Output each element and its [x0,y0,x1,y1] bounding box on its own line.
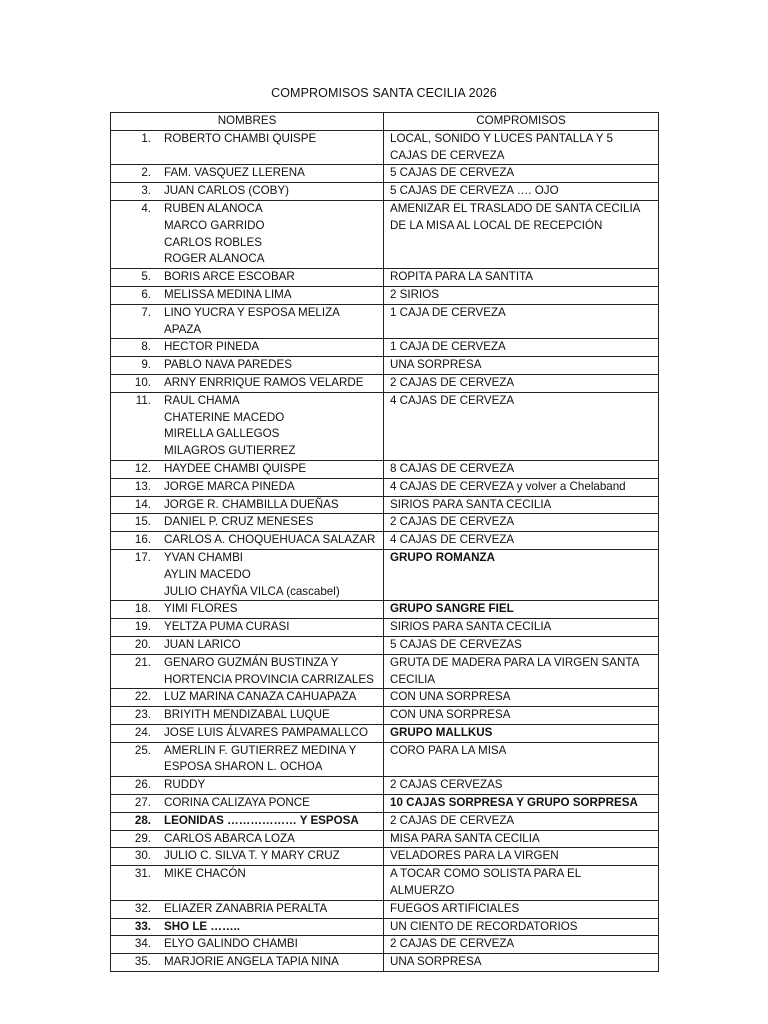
commitment-cell [384,812,659,830]
person-name: MARCO GARRIDO [164,218,265,232]
table-row [111,689,659,707]
table-row [111,707,659,725]
names-cell [111,619,384,637]
table-body [111,130,659,971]
row-number: 34. [134,937,151,951]
names-cell [111,866,384,901]
person-name: JOSE LUIS ÁLVARES PAMPAMALLCO [164,725,369,739]
person-name: ELIAZER ZANABRIA PERALTA [164,901,328,915]
row-number: 28. [134,813,151,827]
table-row [111,374,659,392]
commitment-text: 2 CAJAS DE CERVEZA [390,375,515,389]
names-cell [111,654,384,689]
table-row [111,183,659,201]
person-name: JORGE R. CHAMBILLA DUEÑAS [164,497,339,511]
commitment-cell [384,460,659,478]
names-cell [111,724,384,742]
commitment-text: 1 CAJA DE CERVEZA [390,340,506,354]
names-cell [111,165,384,183]
table-row [111,619,659,637]
names-cell [111,357,384,375]
names-cell [111,848,384,866]
names-cell [111,532,384,550]
person-name: ARNY ENRRIQUE RAMOS VELARDE [164,375,364,389]
row-number: 8. [141,340,151,354]
person-name: CARLOS A. CHOQUEHUACA SALAZAR [164,533,376,547]
commitment-text: 2 SIRIOS [390,287,439,301]
table-row [111,795,659,813]
table-row [111,777,659,795]
row-number: 24. [134,725,151,739]
table-row [111,200,659,268]
commitment-cell [384,200,659,268]
person-name: CHATERINE MACEDO [164,410,285,424]
row-number: 13. [134,479,151,493]
commitment-text: 2 CAJAS CERVEZAS [390,778,503,792]
row-number: 29. [134,831,151,845]
table-row [111,601,659,619]
commitment-cell [384,742,659,777]
commitment-cell [384,374,659,392]
table-row [111,848,659,866]
names-cell [111,795,384,813]
person-name: ROBERTO CHAMBI QUISPE [164,131,317,145]
person-name: YIMI FLORES [164,602,238,616]
person-name: CARLOS ABARCA LOZA [164,831,295,845]
row-number: 12. [134,461,151,475]
person-name: ELYO GALINDO CHAMBI [164,937,298,951]
row-number: 7. [141,305,151,319]
table-row [111,936,659,954]
person-name: APAZA [164,322,202,336]
table-row [111,654,659,689]
commitment-cell [384,707,659,725]
person-name: LUZ MARINA CANAZA CAHUAPAZA [164,690,357,704]
table-row [111,357,659,375]
person-name: HAYDEE CHAMBI QUISPE [164,461,307,475]
commitment-cell [384,549,659,600]
commitment-cell [384,830,659,848]
row-number: 21. [134,655,151,669]
table-row [111,130,659,165]
commitment-cell [384,496,659,514]
row-number: 30. [134,849,151,863]
person-name: GENARO GUZMÁN BUSTINZA Y [164,655,339,669]
commitment-text: UNA SORPRESA [390,358,482,372]
table-row [111,954,659,972]
table-row [111,812,659,830]
table-row [111,496,659,514]
commitment-text: 4 CAJAS DE CERVEZA [390,533,515,547]
person-name: RAUL CHAMA [164,393,240,407]
table-header-row [111,113,659,131]
person-name: CORINA CALIZAYA PONCE [164,796,310,810]
commitment-text: 2 CAJAS DE CERVEZA [390,937,515,951]
commitment-text: UN CIENTO DE RECORDATORIOS [390,919,578,933]
names-cell [111,514,384,532]
commitment-text: 10 CAJAS SORPRESA Y GRUPO SORPRESA [390,796,638,810]
names-cell [111,478,384,496]
table-row [111,549,659,600]
names-cell [111,496,384,514]
person-name: ROGER ALANOCA [164,252,265,266]
names-cell [111,812,384,830]
table-row [111,269,659,287]
person-name: DANIEL P. CRUZ MENESES [164,515,314,529]
commitment-cell [384,286,659,304]
person-name: AYLIN MACEDO [164,567,251,581]
commitment-text: SIRIOS PARA SANTA CECILIA [390,497,552,511]
names-cell [111,742,384,777]
row-number: 19. [134,620,151,634]
row-number: 20. [134,637,151,651]
names-cell [111,777,384,795]
commitment-text: 4 CAJAS DE CERVEZA [390,393,515,407]
commitment-cell [384,724,659,742]
names-cell [111,304,384,339]
commitment-text: 5 CAJAS DE CERVEZA [390,166,515,180]
names-cell [111,918,384,936]
row-number: 2. [141,166,151,180]
commitment-cell [384,900,659,918]
commitment-cell [384,795,659,813]
commitment-text: 4 CAJAS DE CERVEZA y volver a Chelaband [390,479,626,493]
person-name: RUBEN ALANOCA [164,201,263,215]
table-row [111,286,659,304]
commitment-cell [384,636,659,654]
person-name: HORTENCIA PROVINCIA CARRIZALES [164,672,374,686]
table-row [111,918,659,936]
commitment-cell [384,954,659,972]
names-cell [111,830,384,848]
person-name: JUAN LARICO [164,637,241,651]
names-cell [111,269,384,287]
person-name: SHO LE …….. [164,919,241,933]
table-row [111,742,659,777]
commitment-text: AMENIZAR EL TRASLADO DE SANTA CECILIA [390,201,641,215]
commitment-text: UNA SORPRESA [390,955,482,969]
row-number: 15. [134,515,151,529]
commitment-text: CON UNA SORPRESA [390,690,511,704]
row-number: 16. [134,533,151,547]
row-number: 32. [134,901,151,915]
commitment-cell [384,357,659,375]
table-row [111,304,659,339]
names-cell [111,183,384,201]
names-cell [111,601,384,619]
row-number: 11. [135,393,151,407]
person-name: MELISSA MEDINA LIMA [164,287,292,301]
names-cell [111,339,384,357]
commitment-cell [384,165,659,183]
person-name: MIRELLA GALLEGOS [164,427,280,441]
commitment-text: GRUPO ROMANZA [390,550,495,564]
row-number: 26. [134,778,151,792]
commitment-text: A TOCAR COMO SOLISTA PARA EL [390,867,582,881]
person-name: JORGE MARCA PINEDA [164,479,295,493]
row-number: 22. [134,690,151,704]
person-name: MIKE CHACÓN [164,867,246,881]
row-number: 31. [134,867,151,881]
commitment-cell [384,130,659,165]
commitment-text: 5 CAJAS DE CERVEZAS [390,637,522,651]
person-name: JUAN CARLOS (COBY) [164,184,289,198]
person-name: JULIO CHAYÑA VILCA (cascabel) [164,584,340,598]
commitment-text: LOCAL, SONIDO Y LUCES PANTALLA Y 5 [390,131,613,145]
row-number: 27. [134,796,151,810]
names-cell [111,392,384,460]
commitment-text: CECILIA [390,672,436,686]
commitments-table [110,112,659,972]
commitment-text: 1 CAJA DE CERVEZA [390,305,506,319]
commitment-text: CON UNA SORPRESA [390,708,511,722]
row-number: 5. [141,270,151,284]
person-name: PABLO NAVA PAREDES [164,358,293,372]
person-name: BRIYITH MENDIZABAL LUQUE [164,708,330,722]
table-row [111,478,659,496]
commitment-cell [384,918,659,936]
commitment-text: CORO PARA LA MISA [390,743,507,757]
commitment-cell [384,183,659,201]
commitment-cell [384,514,659,532]
commitment-text: ROPITA PARA LA SANTITA [390,270,534,284]
commitment-cell [384,339,659,357]
person-name: BORIS ARCE ESCOBAR [164,270,295,284]
names-cell [111,286,384,304]
names-column-header: NOMBRES [111,113,384,131]
row-number: 25. [134,743,151,757]
person-name: JULIO C. SILVA T. Y MARY CRUZ [164,849,340,863]
names-cell [111,460,384,478]
names-cell [111,936,384,954]
table-row [111,724,659,742]
commitment-text: GRUPO SANGRE FIEL [390,602,514,616]
row-number: 9. [141,358,151,372]
person-name: CARLOS ROBLES [164,235,262,249]
row-number: 6. [141,287,151,301]
person-name: MILAGROS GUTIERREZ [164,444,296,458]
commitment-text: GRUPO MALLKUS [390,725,493,739]
table-row [111,830,659,848]
commitment-cell [384,654,659,689]
row-number: 17. [134,550,151,564]
person-name: AMERLIN F. GUTIERREZ MEDINA Y [164,743,357,757]
commitment-text: DE LA MISA AL LOCAL DE RECEPCIÓN [390,218,603,232]
page-title: COMPROMISOS SANTA CECILIA 2026 [271,86,497,100]
names-cell [111,900,384,918]
person-name: MARJORIE ANGELA TAPIA NINA [164,955,339,969]
commitment-text: FUEGOS ARTIFICIALES [390,901,520,915]
row-number: 33. [134,919,151,933]
person-name: LINO YUCRA Y ESPOSA MELIZA [164,305,340,319]
table-row [111,900,659,918]
names-cell [111,130,384,165]
person-name: RUDDY [164,778,206,792]
commitment-cell [384,689,659,707]
commitments-column-header: COMPROMISOS [384,113,659,131]
table-row [111,866,659,901]
table-row [111,532,659,550]
commitment-text: 5 CAJAS DE CERVEZA …. OJO [390,184,559,198]
commitment-cell [384,777,659,795]
person-name: YELTZA PUMA CURASI [164,620,290,634]
table-row [111,636,659,654]
commitment-text: 8 CAJAS DE CERVEZA [390,461,515,475]
commitment-text: CAJAS DE CERVEZA [390,148,505,162]
commitment-text: ALMUERZO [390,884,455,898]
row-number: 23. [134,708,151,722]
table-row [111,460,659,478]
commitment-cell [384,478,659,496]
commitment-cell [384,392,659,460]
names-cell [111,374,384,392]
row-number: 14. [134,497,151,511]
row-number: 3. [141,184,151,198]
table-row [111,339,659,357]
names-cell [111,636,384,654]
row-number: 35. [134,955,151,969]
person-name: YVAN CHAMBI [164,550,244,564]
person-name: HECTOR PINEDA [164,340,260,354]
names-cell [111,549,384,600]
commitment-cell [384,532,659,550]
person-name: FAM. VASQUEZ LLERENA [164,166,305,180]
commitment-cell [384,619,659,637]
row-number: 18. [134,602,151,616]
commitment-text: MISA PARA SANTA CECILIA [390,831,540,845]
commitment-text: SIRIOS PARA SANTA CECILIA [390,620,552,634]
person-name: LEONIDAS ……………… Y ESPOSA [164,813,359,827]
commitment-cell [384,936,659,954]
row-number: 1. [141,131,151,145]
table-row [111,165,659,183]
commitment-text: GRUTA DE MADERA PARA LA VIRGEN SANTA [390,655,640,669]
commitment-cell [384,848,659,866]
commitment-cell [384,601,659,619]
commitment-text: 2 CAJAS DE CERVEZA [390,813,515,827]
names-cell [111,689,384,707]
names-cell [111,200,384,268]
commitment-cell [384,269,659,287]
person-name: ESPOSA SHARON L. OCHOA [164,760,323,774]
commitment-cell [384,866,659,901]
commitment-cell [384,304,659,339]
row-number: 10. [134,375,151,389]
names-cell [111,707,384,725]
table-row [111,392,659,460]
table-row [111,514,659,532]
commitment-text: 2 CAJAS DE CERVEZA [390,515,515,529]
names-cell [111,954,384,972]
commitment-text: VELADORES PARA LA VIRGEN [390,849,559,863]
row-number: 4. [141,201,151,215]
